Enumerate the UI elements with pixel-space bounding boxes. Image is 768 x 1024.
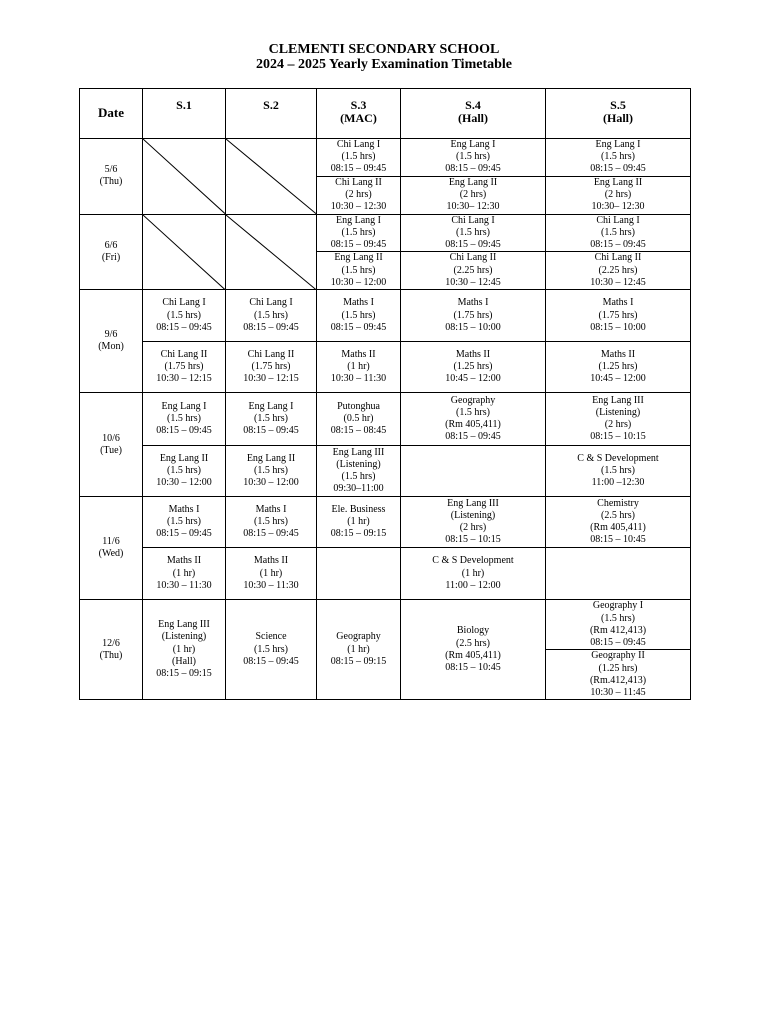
- exam-cell: [401, 176, 546, 214]
- exam-line: 08:15 – 09:45: [445, 239, 501, 251]
- exam-cell: [546, 650, 691, 700]
- exam-cell: [546, 600, 691, 650]
- exam-line: Eng Lang I: [595, 139, 641, 150]
- exam-cell: [317, 342, 401, 393]
- date-weekday: (Wed): [98, 548, 124, 560]
- exam-line: 10:30 – 12:00: [243, 477, 299, 489]
- exam-line: (1 hr): [172, 567, 196, 579]
- exam-line: (1.5 hrs): [167, 309, 201, 321]
- date-cell: [80, 393, 143, 497]
- exam-cell: [401, 214, 546, 252]
- exam-line: (1 hr): [461, 567, 485, 579]
- exam-cell: [546, 290, 691, 342]
- empty-cell: [546, 548, 691, 600]
- exam-line: (1.5 hrs): [341, 151, 376, 163]
- exam-line: 08:15 – 10:15: [590, 431, 646, 443]
- exam-cell: [546, 446, 691, 497]
- exam-line: Eng Lang I: [248, 400, 294, 412]
- exam-line: (1.5 hrs): [341, 309, 376, 321]
- exam-line: (1.75 hrs): [164, 361, 204, 373]
- exam-line: Eng Lang III: [447, 497, 499, 509]
- no-exam-cell: [143, 214, 226, 290]
- column-header-venue: (Hall): [458, 111, 488, 125]
- column-header-s4: [401, 89, 546, 139]
- exam-line: (1.5 hrs): [254, 643, 288, 655]
- exam-line: (1.5 hrs): [341, 226, 376, 238]
- date-weekday: (Mon): [98, 341, 124, 353]
- exam-cell: [317, 600, 401, 700]
- exam-line: (2.25 hrs): [453, 264, 493, 276]
- exam-cell: [546, 176, 691, 214]
- exam-line: 10:30 – 12:00: [156, 477, 212, 489]
- exam-line: 11:00 –12:30: [591, 477, 645, 489]
- column-header-s5: [546, 89, 691, 139]
- exam-line: Chi Lang II: [160, 348, 208, 360]
- exam-line: (1.5 hrs): [254, 413, 288, 425]
- exam-line: Eng Lang I: [450, 139, 496, 150]
- exam-line: Maths II: [341, 348, 376, 360]
- exam-line: Maths I: [168, 503, 200, 515]
- diagonal-slash: [226, 139, 316, 214]
- table-row: [80, 446, 691, 497]
- exam-cell: [317, 497, 401, 548]
- exam-cell: [401, 497, 546, 548]
- exam-line: (Listening): [161, 631, 207, 643]
- date-weekday: (Tue): [100, 444, 122, 456]
- exam-line: Chi Lang II: [247, 348, 295, 360]
- exam-line: Maths II: [253, 555, 289, 567]
- date-day: 6/6: [104, 239, 118, 251]
- exam-line: Geography II: [591, 650, 645, 662]
- exam-line: Maths I: [457, 297, 489, 309]
- exam-line: (1.25 hrs): [598, 662, 638, 674]
- exam-line: Chemistry: [597, 497, 639, 509]
- exam-cell: [317, 139, 401, 177]
- exam-line: Chi Lang I: [336, 139, 381, 150]
- exam-line: (1.5 hrs): [601, 612, 635, 624]
- column-header-venue: (Hall): [603, 111, 633, 125]
- date-cell: [80, 290, 143, 393]
- table-row: [80, 214, 691, 252]
- exam-line: (0.5 hr): [343, 413, 374, 425]
- exam-cell: [401, 600, 546, 700]
- exam-timetable: [79, 88, 691, 700]
- exam-cell: [546, 139, 691, 177]
- exam-line: Geography I: [592, 600, 644, 612]
- exam-line: (1.5 hrs): [254, 516, 288, 528]
- exam-line: 10:30 – 12:15: [243, 373, 299, 385]
- exam-line: 10:30 – 11:45: [590, 686, 646, 698]
- empty-cell: [401, 446, 546, 497]
- exam-line: 10:30 – 12:00: [330, 276, 387, 288]
- exam-line: Maths I: [343, 297, 374, 309]
- exam-line: (2 hrs): [459, 522, 487, 534]
- exam-line: (1.25 hrs): [598, 361, 638, 373]
- exam-cell: [401, 252, 546, 290]
- exam-cell: [317, 252, 401, 290]
- exam-line: Maths II: [600, 348, 636, 360]
- exam-line: (1.5 hrs): [601, 226, 635, 238]
- exam-line: Chi Lang I: [451, 214, 495, 226]
- exam-cell: [226, 548, 317, 600]
- exam-line: 10:30 – 12:30: [330, 201, 387, 213]
- exam-line: (Rm 405,411): [445, 649, 501, 661]
- exam-line: (1.5 hrs): [341, 471, 376, 483]
- date-cell: [80, 497, 143, 600]
- exam-line: Putonghua: [337, 400, 380, 412]
- exam-line: (2.5 hrs): [601, 510, 635, 522]
- table-row: [80, 290, 691, 342]
- exam-line: Chi Lang I: [162, 297, 206, 309]
- exam-line: (1 hr): [259, 567, 283, 579]
- exam-cell: [546, 252, 691, 290]
- column-header-level: S.5: [610, 98, 626, 112]
- exam-line: (Rm 405,411): [590, 522, 646, 534]
- column-header-s2: S.2: [226, 89, 317, 139]
- exam-cell: [317, 176, 401, 214]
- exam-line: Eng Lang III: [332, 446, 385, 458]
- exam-line: Eng Lang II: [246, 452, 296, 464]
- table-row: [80, 497, 691, 548]
- diagonal-slash: [143, 139, 225, 214]
- exam-line: 08:15 – 10:00: [590, 321, 646, 333]
- exam-line: 08:15 – 09:15: [156, 668, 212, 680]
- exam-cell: [401, 139, 546, 177]
- date-weekday: (Thu): [99, 176, 123, 188]
- exam-line: Chi Lang II: [594, 252, 642, 264]
- date-cell: [80, 139, 143, 215]
- exam-cell: [546, 393, 691, 446]
- exam-line: (1.5 hrs): [456, 407, 490, 419]
- exam-cell: [546, 497, 691, 548]
- exam-cell: [226, 393, 317, 446]
- exam-line: 08:15 – 09:45: [156, 528, 212, 540]
- exam-line: 11:00 – 12:00: [445, 579, 501, 591]
- table-row: [80, 393, 691, 446]
- no-exam-cell: [226, 214, 317, 290]
- column-header-date: Date: [80, 89, 143, 139]
- column-header-venue: (MAC): [340, 111, 377, 125]
- exam-line: (1.5 hrs): [601, 465, 635, 477]
- exam-line: (1.5 hrs): [167, 516, 201, 528]
- exam-line: 10:30 – 11:30: [243, 579, 299, 591]
- exam-line: 08:15 – 09:45: [330, 239, 387, 251]
- column-header-s3: [317, 89, 401, 139]
- diagonal-slash: [226, 215, 316, 290]
- header-row: [80, 89, 691, 139]
- exam-line: 08:15 – 09:45: [590, 163, 646, 175]
- exam-line: (Rm 412,413): [589, 624, 647, 636]
- exam-line: (1 hr): [172, 643, 196, 655]
- exam-line: (Listening): [595, 407, 641, 419]
- exam-line: Eng Lang II: [448, 176, 498, 188]
- exam-line: (1 hr): [347, 361, 370, 373]
- exam-line: 08:15 – 09:15: [330, 655, 387, 667]
- exam-line: Science: [255, 631, 287, 643]
- school-title: CLEMENTI SECONDARY SCHOOL: [268, 42, 500, 57]
- exam-line: 08:15 – 09:45: [243, 655, 299, 667]
- exam-cell: [317, 446, 401, 497]
- exam-cell: [226, 497, 317, 548]
- exam-line: 08:15 – 09:45: [590, 239, 646, 251]
- exam-line: Chi Lang II: [449, 252, 497, 264]
- exam-cell: [401, 290, 546, 342]
- exam-line: Chi Lang I: [249, 297, 293, 309]
- exam-line: Chi Lang I: [596, 214, 640, 226]
- date-day: 5/6: [104, 164, 118, 176]
- exam-line: (1.5 hrs): [167, 465, 201, 477]
- exam-line: 08:15 – 10:00: [445, 321, 501, 333]
- exam-line: 08:15 – 09:45: [445, 163, 501, 175]
- exam-line: (2.25 hrs): [598, 264, 638, 276]
- exam-line: (1 hr): [347, 643, 370, 655]
- exam-line: (1.75 hrs): [251, 361, 291, 373]
- exam-cell: [143, 393, 226, 446]
- exam-line: Eng Lang I: [336, 214, 381, 226]
- exam-line: Eng Lang I: [161, 400, 207, 412]
- exam-cell: [226, 600, 317, 700]
- exam-line: (Listening): [450, 510, 496, 522]
- table-row: [80, 139, 691, 177]
- exam-line: (Listening): [336, 459, 381, 471]
- exam-line: (1.25 hrs): [453, 361, 493, 373]
- exam-line: (1.75 hrs): [598, 309, 638, 321]
- exam-cell: [143, 446, 226, 497]
- exam-line: Maths I: [602, 297, 634, 309]
- exam-line: 10:45 – 12:00: [590, 373, 646, 385]
- exam-line: (1 hr): [347, 516, 370, 528]
- exam-line: Eng Lang II: [334, 252, 383, 264]
- no-exam-cell: [143, 139, 226, 215]
- date-day: 11/6: [102, 536, 120, 548]
- exam-line: (1.5 hrs): [341, 264, 376, 276]
- exam-line: C & S Development: [432, 555, 514, 567]
- exam-line: 10:45 – 12:00: [445, 373, 501, 385]
- date-cell: [80, 214, 143, 290]
- exam-line: Geography: [450, 394, 496, 406]
- exam-line: (Rm 405,411): [445, 419, 501, 431]
- exam-cell: [143, 600, 226, 700]
- exam-line: (2 hrs): [604, 419, 632, 431]
- timetable-subtitle: 2024 – 2025 Yearly Examination Timetable: [255, 57, 513, 72]
- exam-line: 10:30 – 11:30: [330, 373, 387, 385]
- exam-line: 08:15 – 09:45: [243, 321, 299, 333]
- exam-line: 08:15 – 09:45: [445, 431, 501, 443]
- exam-line: Geography: [336, 631, 381, 643]
- exam-line: 10:30 – 12:45: [590, 276, 646, 288]
- table-row: [80, 342, 691, 393]
- table-row: [80, 600, 691, 650]
- exam-line: Biology: [456, 625, 490, 637]
- exam-line: Eng Lang III: [592, 394, 644, 406]
- exam-line: C & S Development: [577, 452, 659, 464]
- date-day: 9/6: [104, 329, 118, 341]
- exam-line: 10:30 – 12:15: [156, 373, 212, 385]
- exam-line: Maths II: [455, 348, 491, 360]
- exam-line: 08:15 – 09:45: [243, 528, 299, 540]
- exam-cell: [317, 214, 401, 252]
- date-day: 10/6: [102, 432, 120, 444]
- exam-line: 08:15 – 09:45: [330, 321, 387, 333]
- exam-line: 08:15 – 08:45: [330, 425, 387, 437]
- exam-cell: [317, 290, 401, 342]
- exam-cell: [226, 342, 317, 393]
- exam-cell: [226, 290, 317, 342]
- exam-line: (Hall): [172, 655, 196, 667]
- exam-line: 08:15 – 09:45: [243, 425, 299, 437]
- exam-cell: [317, 393, 401, 446]
- exam-line: 08:15 – 10:45: [445, 661, 501, 673]
- exam-cell: [546, 342, 691, 393]
- exam-cell: [401, 548, 546, 600]
- exam-line: 08:15 – 10:45: [590, 534, 646, 546]
- diagonal-slash: [143, 215, 225, 290]
- date-weekday: (Fri): [101, 251, 121, 263]
- exam-cell: [143, 290, 226, 342]
- exam-line: Maths I: [255, 503, 287, 515]
- column-header-level: S.4: [465, 98, 481, 112]
- date-cell: [80, 600, 143, 700]
- column-header-s1: S.1: [143, 89, 226, 139]
- exam-cell: [143, 548, 226, 600]
- exam-line: (1.5 hrs): [601, 151, 635, 163]
- exam-line: (1.5 hrs): [254, 465, 288, 477]
- exam-line: (1.5 hrs): [456, 226, 490, 238]
- exam-cell: [226, 446, 317, 497]
- table-row: [80, 548, 691, 600]
- empty-cell: [317, 548, 401, 600]
- exam-line: 08:15 – 09:45: [590, 636, 646, 648]
- exam-line: (2 hrs): [345, 189, 372, 200]
- exam-line: 08:15 – 09:45: [156, 321, 212, 333]
- exam-line: 10:30– 12:30: [446, 201, 500, 213]
- exam-line: 08:15 – 10:15: [445, 534, 501, 546]
- date-day: 12/6: [102, 637, 120, 649]
- exam-line: Eng Lang II: [593, 176, 643, 188]
- exam-line: 10:30 – 11:30: [156, 579, 212, 591]
- exam-line: Chi Lang II: [335, 176, 382, 188]
- exam-line: (2 hrs): [459, 189, 487, 200]
- exam-cell: [401, 393, 546, 446]
- exam-cell: [546, 214, 691, 252]
- exam-cell: [401, 342, 546, 393]
- exam-line: Maths II: [166, 555, 202, 567]
- exam-line: (1.5 hrs): [167, 413, 201, 425]
- exam-line: (2 hrs): [604, 189, 632, 200]
- date-weekday: (Thu): [99, 649, 123, 661]
- exam-line: 08:15 – 09:15: [330, 528, 387, 540]
- exam-cell: [143, 497, 226, 548]
- exam-line: Eng Lang II: [159, 452, 209, 464]
- exam-line: 08:15 – 09:45: [330, 163, 387, 175]
- exam-line: (Rm.412,413): [589, 674, 647, 686]
- exam-line: 10:30 – 12:45: [445, 276, 501, 288]
- exam-line: 08:15 – 09:45: [156, 425, 212, 437]
- exam-line: (2.5 hrs): [456, 637, 490, 649]
- exam-cell: [143, 342, 226, 393]
- exam-line: Eng Lang III: [158, 619, 210, 631]
- exam-line: (1.5 hrs): [456, 151, 490, 163]
- exam-line: Ele. Business: [331, 503, 386, 515]
- exam-line: 10:30– 12:30: [591, 201, 645, 213]
- exam-line: 09:30–11:00: [333, 483, 384, 495]
- no-exam-cell: [226, 139, 317, 215]
- exam-line: (1.5 hrs): [254, 309, 288, 321]
- column-header-level: S.3: [350, 98, 367, 112]
- exam-line: (1.75 hrs): [453, 309, 493, 321]
